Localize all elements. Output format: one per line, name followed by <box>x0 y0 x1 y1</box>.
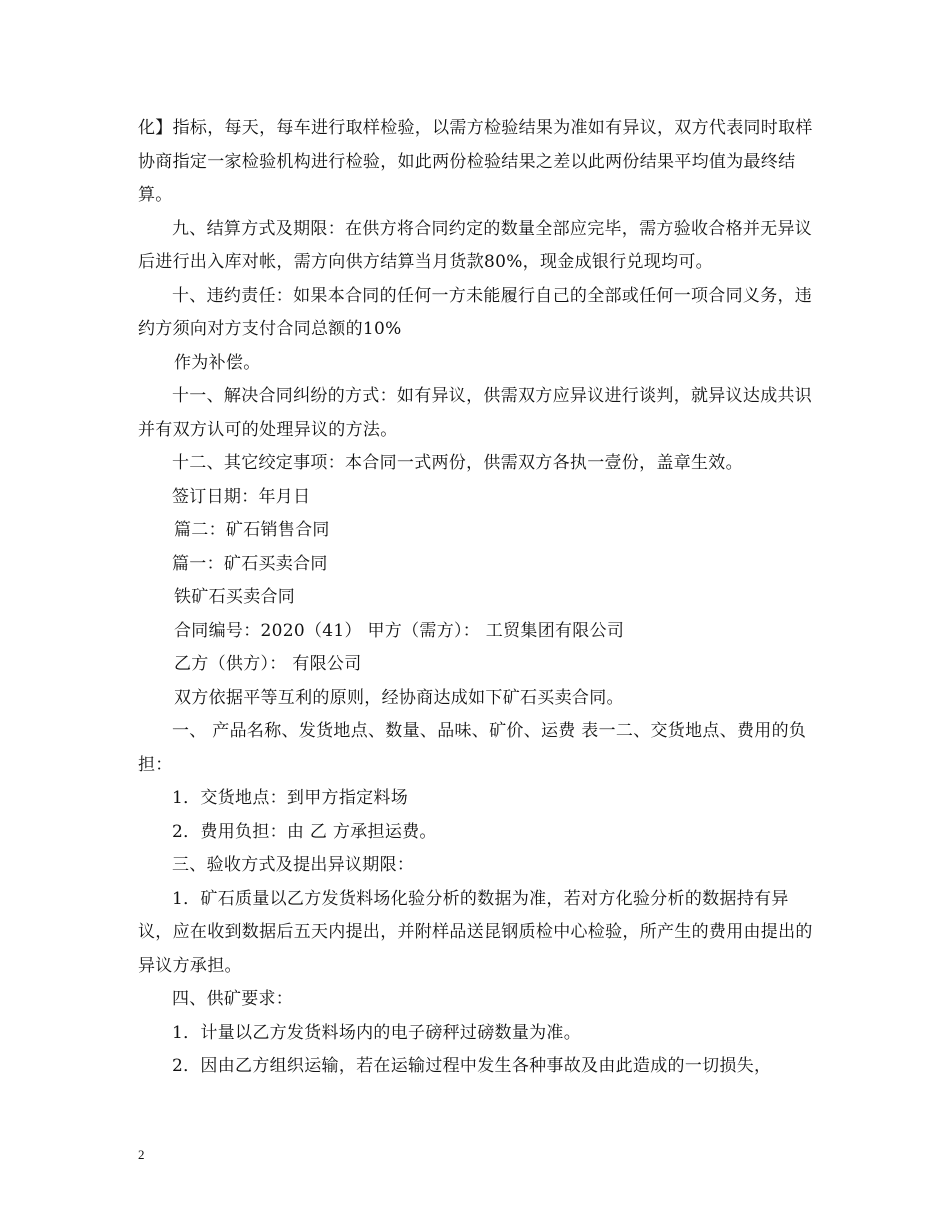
paragraph-breach: 十、违约责任：如果本合同的任何一方未能履行自己的全部或任何一项合同义务，违约方须向对方支付合同总额的10% <box>138 285 813 339</box>
paragraph-sign-date: 签订日期：年月日 <box>172 486 311 507</box>
paragraph-compensation: 作为补偿。 <box>174 352 261 373</box>
heading-part-two: 篇二：矿石销售合同 <box>174 520 330 540</box>
paragraph-acceptance-heading: 三、验收方式及提出异议期限： <box>172 855 415 875</box>
heading-contract-title: 铁矿石买卖合同 <box>174 587 296 607</box>
paragraph-cost-burden: 2．费用负担：由 乙 方承担运费。 <box>172 821 437 842</box>
heading-part-one: 篇一：矿石买卖合同 <box>172 553 328 574</box>
paragraph-dispute: 十一、解决合同纠纷的方式：如有异议，供需双方应异议进行谈判，就异议达成共识并有双方认可的处理异议的方法。 <box>138 386 813 440</box>
paragraph-product-info: 一、 产品名称、发货地点、数量、品味、矿价、运费 表一二、交货地点、费用的负担： <box>138 721 807 775</box>
paragraph-ore-quality: 1．矿石质量以乙方发货料场化验分析的数据为准，若对方化验分析的数据持有异议，应在收到数据后五天内提出，并附样品送昆钢质检中心检验，所产生的费用由提出的异议方承担。 <box>138 888 813 976</box>
page-number: 2 <box>138 1147 145 1162</box>
paragraph-transport: 2．因由乙方组织运输，若在运输过程中发生各种事故及由此造成的一切损失， <box>172 1056 772 1076</box>
paragraph-quality-check: 化】指标，每天，每车进行取样检验，以需方检验结果为准如有异议，双方代表同时取样协商指定一家检验机构进行检验，如此两份检验结果之差以此两份结果平均值为最终结算。 <box>138 118 813 205</box>
paragraph-principle: 双方依据平等互利的原则，经协商达成如下矿石买卖合同。 <box>174 687 624 708</box>
paragraph-party-b: 乙方（供方）： 有限公司 <box>174 654 362 674</box>
paragraph-delivery-place: 1．交货地点：到甲方指定料场 <box>172 788 409 808</box>
paragraph-supply-heading: 四、供矿要求： <box>172 989 294 1009</box>
document-body <box>138 112 818 1084</box>
paragraph-settlement: 九、结算方式及期限：在供方将合同约定的数量全部应完毕，需方验收合格并无异议后进行出入库对帐，需方向供方结算当月货款80%，现金成银行兑现均可。 <box>138 218 813 272</box>
paragraph-measurement: 1．计量以乙方发货料场内的电子磅秤过磅数量为准。 <box>172 1022 582 1043</box>
paragraph-contract-number: 合同编号：2020（41） 甲方（需方）： 工贸集团有限公司 <box>174 620 625 641</box>
paragraph-other-terms: 十二、其它绞定事项：本合同一式两份，供需双方各执一壹份，盖章生效。 <box>172 453 743 473</box>
